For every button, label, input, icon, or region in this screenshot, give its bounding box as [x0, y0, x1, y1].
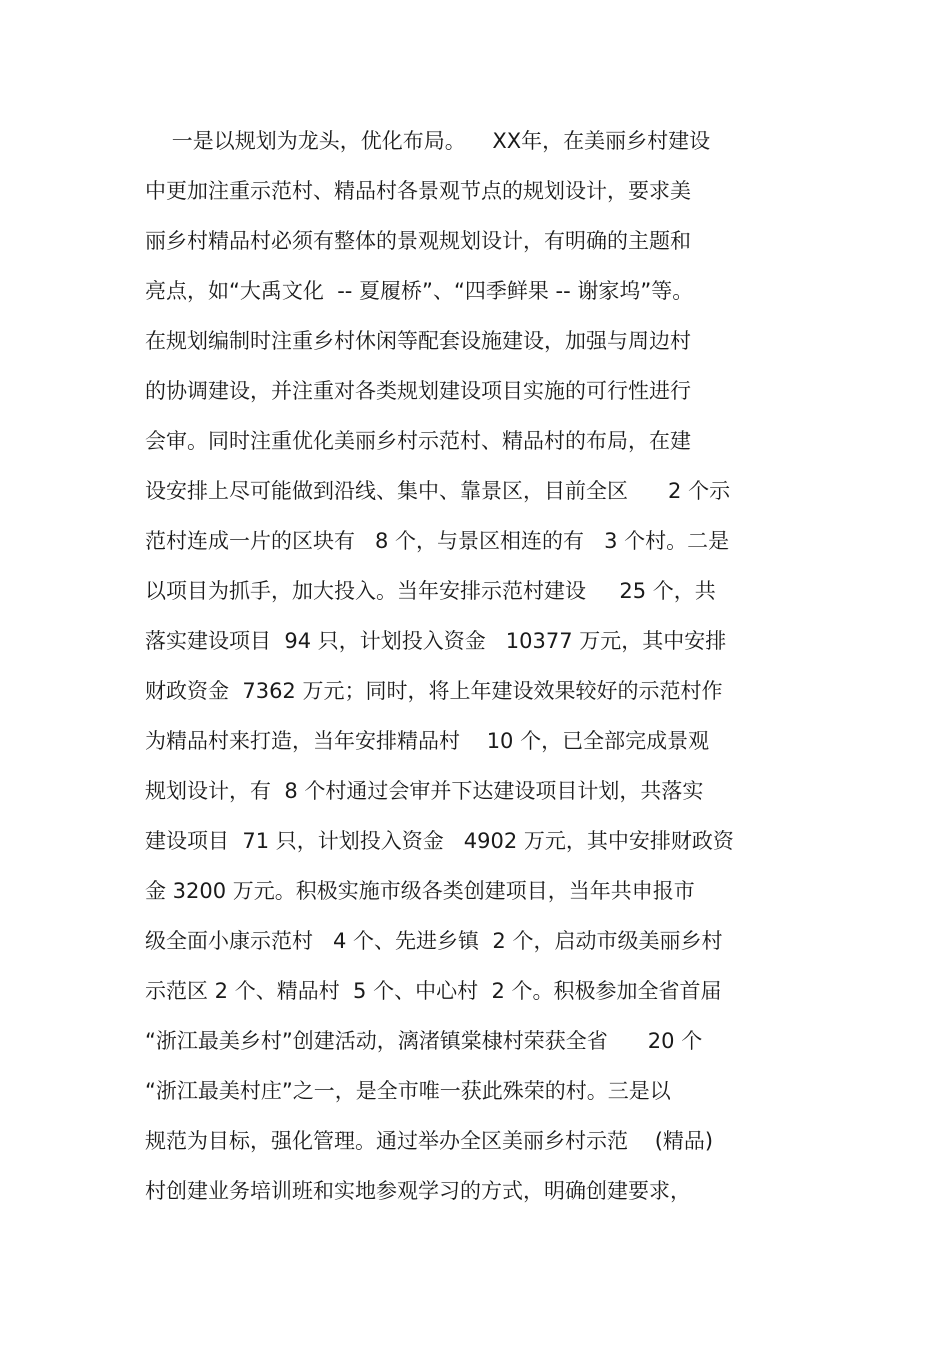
text-line: 村创建业务培训班和实地参观学习的方式，明确创建要求，	[145, 1179, 691, 1203]
text-line: 以项目为抓手，加大投入。当年安排示范村建设 25 个，共	[145, 579, 716, 603]
text-line: 丽乡村精品村必须有整体的景观规划设计，有明确的主题和	[145, 229, 691, 253]
text-line: 规划设计，有 8 个村通过会审并下达建设项目计划，共落实	[145, 779, 704, 803]
text-line: 的协调建设，并注重对各类规划建设项目实施的可行性进行	[145, 379, 691, 403]
text-line: 亮点，如“大禹文化 -- 夏履桥”、“四季鲜果 -- 谢家坞”等。	[145, 279, 694, 303]
text-line: 建设项目 71 只，计划投入资金 4902 万元，其中安排财政资	[145, 829, 734, 853]
text-line: 中更加注重示范村、精品村各景观节点的规划设计，要求美	[145, 179, 691, 203]
text-line: 范村连成一片的区块有 8 个，与景区相连的有 3 个村。二是	[145, 529, 730, 553]
text-line: 级全面小康示范村 4 个、先进乡镇 2 个，启动市级美丽乡村	[145, 929, 723, 953]
text-line: 会审。同时注重优化美丽乡村示范村、精品村的布局，在建	[145, 429, 691, 453]
text-line: 在规划编制时注重乡村休闲等配套设施建设，加强与周边村	[145, 329, 691, 353]
text-line: 一是以规划为龙头，优化布局。 XX年，在美丽乡村建设	[145, 129, 711, 153]
text-line: “浙江最美村庄”之一，是全市唯一获此殊荣的村。三是以	[145, 1079, 671, 1103]
text-line: “浙江最美乡村”创建活动，漓渚镇棠棣村荣获全省 20 个	[145, 1029, 703, 1053]
text-line: 为精品村来打造，当年安排精品村 10 个，已全部完成景观	[145, 729, 710, 753]
text-line: 规范为目标，强化管理。通过举办全区美丽乡村示范 (精品)	[145, 1129, 714, 1153]
text-line: 设安排上尽可能做到沿线、集中、靠景区，目前全区 2 个示	[145, 479, 731, 503]
text-line: 金 3200 万元。积极实施市级各类创建项目，当年共申报市	[145, 879, 695, 903]
text-line: 示范区 2 个、精品村 5 个、中心村 2 个。积极参加全省首届	[145, 979, 722, 1003]
text-line: 财政资金 7362 万元；同时，将上年建设效果较好的示范村作	[145, 679, 723, 703]
text-line: 落实建设项目 94 只，计划投入资金 10377 万元，其中安排	[145, 629, 727, 653]
